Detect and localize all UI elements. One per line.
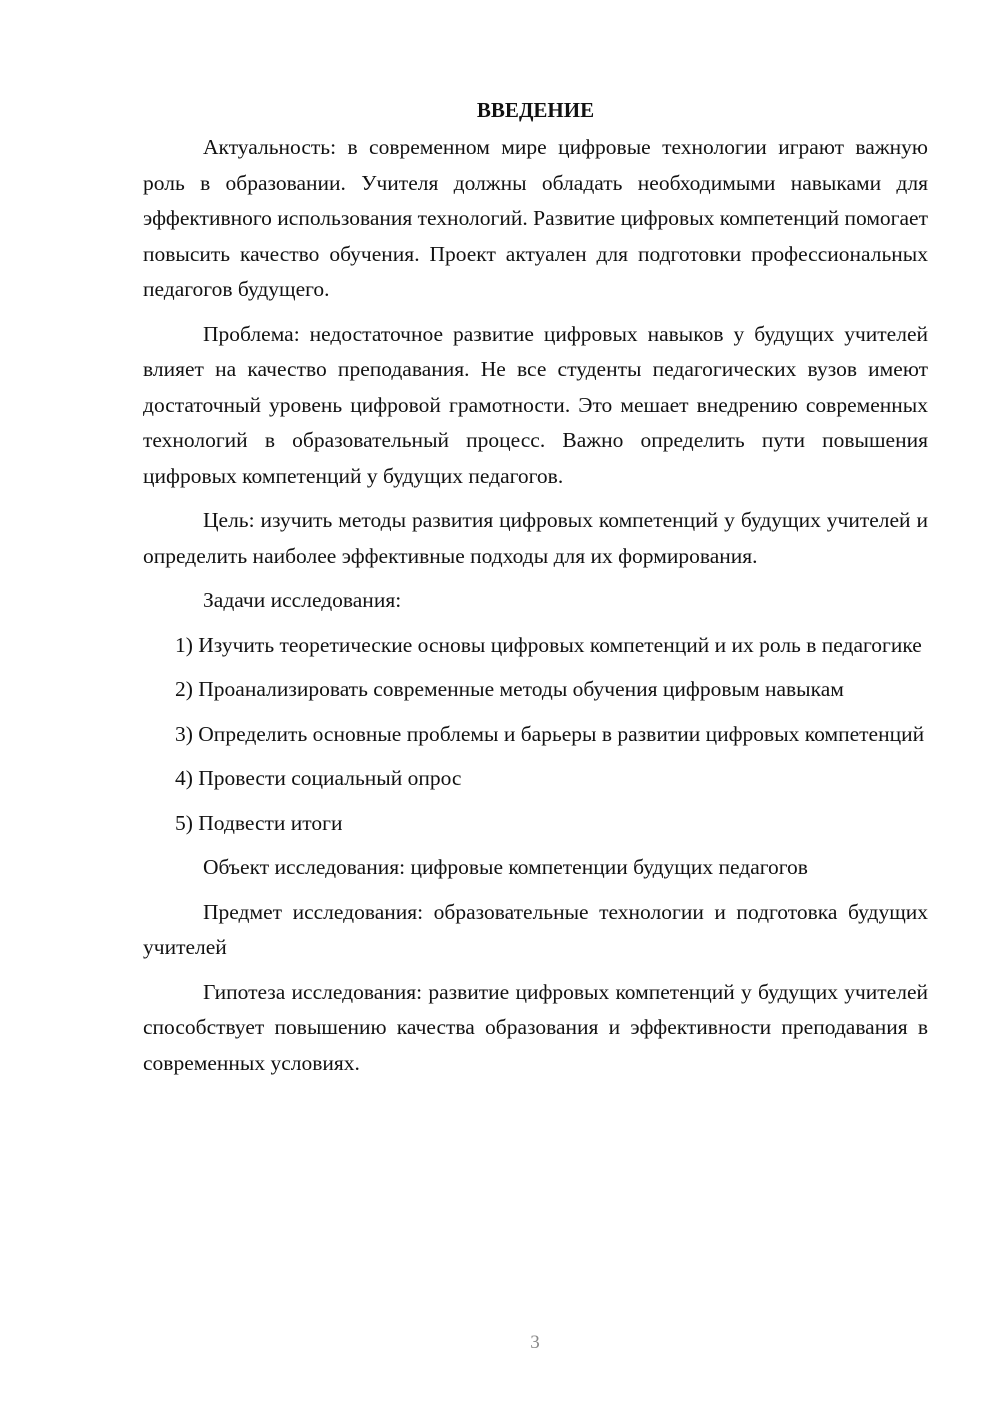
research-hypothesis: Гипотеза исследования: развитие цифровых компетенций у будущих учителей способствует повышению качества образования и эффективности преподавания в современных условиях.: [143, 979, 928, 1075]
research-object: Объект исследования: цифровые компетенции будущих педагогов: [203, 855, 808, 879]
task-item-2: 2) Проанализировать современные методы обучения цифровым навыкам: [175, 677, 844, 701]
task-item-5: 5) Подвести итоги: [175, 810, 343, 835]
tasks-heading: Задачи исследования:: [203, 588, 402, 612]
document-page: [143, 92, 928, 1090]
task-item-4: 4) Провести социальный опрос: [175, 766, 462, 790]
task-item-3: 3) Определить основные проблемы и барьеры в развитии цифровых компетенций: [175, 721, 925, 746]
page-number: 3: [530, 1332, 540, 1353]
task-item-1: 1) Изучить теоретические основы цифровых компетенций и их роль в педагогике: [175, 632, 922, 657]
paragraph-goal: Цель: изучить методы развития цифровых компетенций у будущих учителей и определить наиболее эффективные подходы для их формирования.: [143, 508, 928, 568]
section-title: ВВЕДЕНИЕ: [476, 98, 595, 122]
research-subject: Предмет исследования: образовательные технологии и подготовка будущих учителей: [143, 899, 928, 959]
paragraph-relevance: Актуальность: в современном мире цифровые технологии играют важную роль в образовании. Учителя должны обладать необходимыми навыками для эффективного использования технологий. Развитие цифровых компетенций помогает повысить качество обучения. Проект актуален для подготовки профессиональных педагогов будущего.: [143, 135, 928, 301]
paragraph-problem: Проблема: недостаточное развитие цифровых навыков у будущих учителей влияет на качество преподавания. Не все студенты педагогических вузов имеют достаточный уровень цифровой грамотности. Это мешает внедрению современных технологий в образовательный процесс. Важно определить пути повышения цифровых компетенций у будущих педагогов.: [143, 321, 928, 488]
